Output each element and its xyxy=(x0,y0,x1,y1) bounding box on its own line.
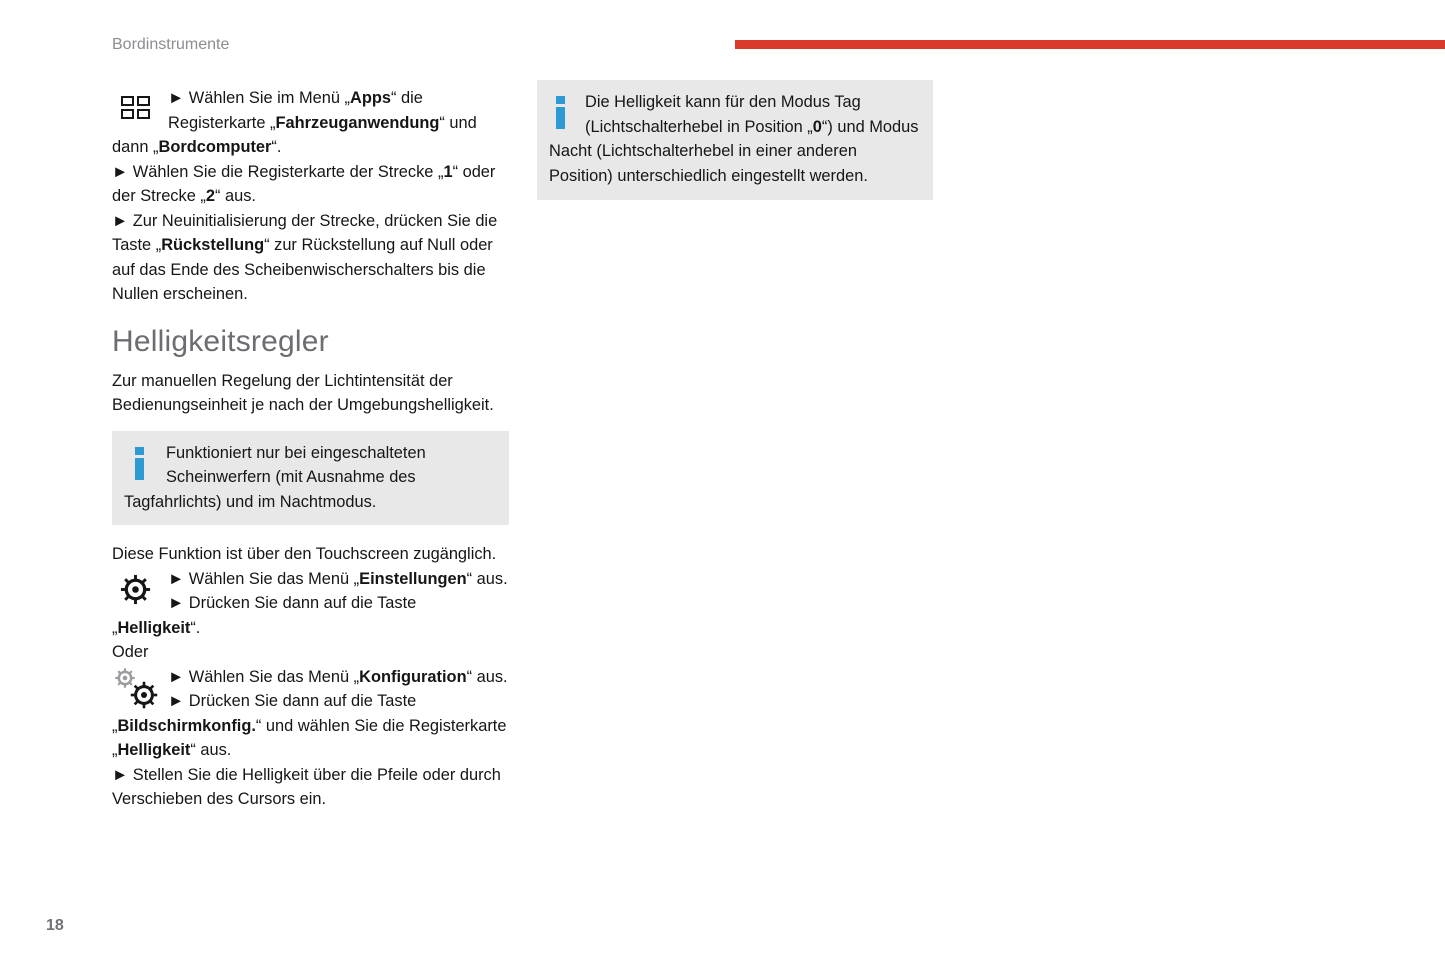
instruction-trip-tabs xyxy=(112,160,509,209)
info-box-headlights-text: Funktioniert nur bei eingeschalteten Scheinwerfern (mit Ausnahme des Tagfahrlichts) und im Nachtmodus. xyxy=(124,443,426,511)
info-box-headlights xyxy=(112,431,509,526)
instruction-screen-config-text: ► Drücken Sie dann auf die Taste „Bildschirmkonfig.“ und wählen Sie die Registerkarte „Helligkeit“ aus. xyxy=(112,692,507,759)
instruction-apps xyxy=(112,86,509,160)
section-header: Bordinstrumente xyxy=(112,36,230,53)
page-title: Helligkeitsregler xyxy=(112,324,329,358)
instruction-reset xyxy=(112,209,509,307)
instruction-brightness-button xyxy=(112,591,509,640)
instruction-screen-config xyxy=(112,689,509,763)
apps-grid-icon xyxy=(112,86,168,135)
instruction-reset-text: ► Zur Neuinitialisierung der Strecke, drücken Sie die Taste „Rückstellung“ zur Rückstellung auf Null oder auf das Ende des Scheibenwischerschalters bis die Nullen erscheinen. xyxy=(112,211,498,303)
brightness-description: Zur manuellen Regelung der Lichtintensität der Bedienungseinheit je nach der Umgebungshelligkeit. xyxy=(112,371,494,414)
info-icon xyxy=(549,90,585,139)
instruction-trip-tabs-text: ► Wählen Sie die Registerkarte der Strecke „1“ oder der Strecke „2“ aus. xyxy=(112,162,496,205)
info-box-day-night xyxy=(537,80,933,200)
instruction-arrows: ► Stellen Sie die Helligkeit über die Pfeile oder durch Verschieben des Cursors ein. xyxy=(112,765,501,808)
info-icon xyxy=(124,441,166,490)
instruction-settings-menu-text: ► Wählen Sie das Menü „Einstellungen“ aus. xyxy=(168,569,508,588)
oder-label: Oder xyxy=(112,643,149,661)
info-box-day-night-text: Die Helligkeit kann für den Modus Tag (Lichtschalterhebel in Position „0“) und Modus Nacht (Lichtschalterhebel in einer anderen Position) unterschiedlich eingestellt werden. xyxy=(549,93,919,185)
instruction-apps-text: ► Wählen Sie im Menü „Apps“ die Registerkarte „Fahrzeuganwendung“ und dann „Bordcomputer“. xyxy=(112,89,477,156)
touchscreen-note: Diese Funktion ist über den Touchscreen zugänglich. xyxy=(112,545,497,563)
instruction-brightness-button-text: ► Drücken Sie dann auf die Taste „Helligkeit“. xyxy=(112,594,417,637)
double-gear-icon xyxy=(112,665,168,714)
instruction-configuration-menu-text: ► Wählen Sie das Menü „Konfiguration“ aus. xyxy=(168,667,508,686)
instruction-settings-menu xyxy=(112,567,509,592)
page-number: 18 xyxy=(46,917,64,934)
accent-bar xyxy=(735,40,1445,49)
gear-icon xyxy=(112,567,168,616)
left-column xyxy=(112,86,509,812)
instruction-configuration-menu xyxy=(112,665,509,690)
